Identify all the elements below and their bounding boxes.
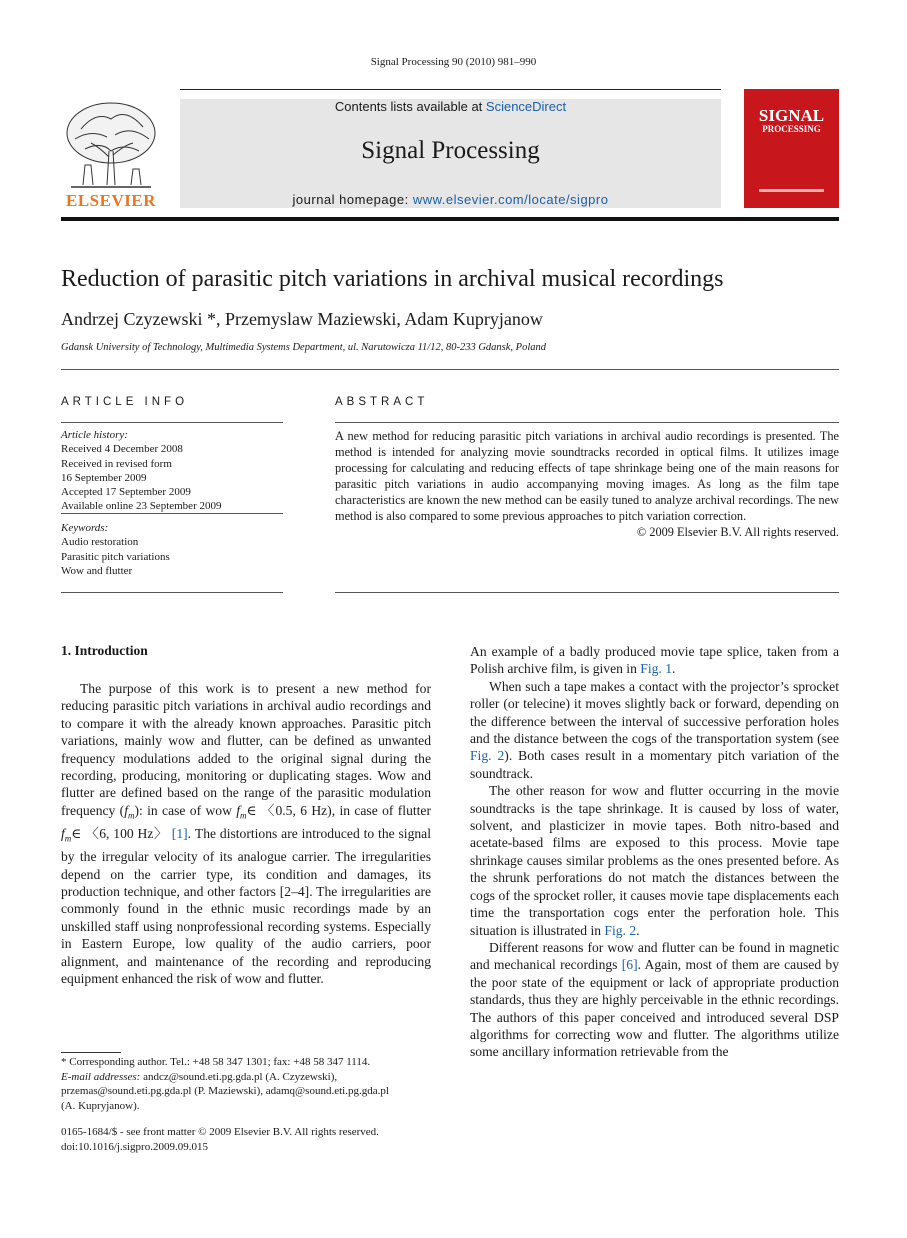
math-fm xyxy=(124,802,135,821)
math-subscript: m xyxy=(240,810,247,821)
paragraph xyxy=(470,678,839,782)
math-subscript: m xyxy=(128,810,135,821)
keywords-rule xyxy=(61,513,283,514)
paragraph-text: . xyxy=(672,661,676,677)
journal-citation: Signal Processing 90 (2010) 981–990 xyxy=(370,56,537,68)
paragraph-text: ): in case of wow xyxy=(134,802,237,818)
keyword: Wow and flutter xyxy=(61,564,133,577)
article-authors: Andrzej Czyzewski *, Przemyslaw Maziewski, Adam Kupryjanow xyxy=(61,309,543,329)
paragraph-text: . xyxy=(636,922,640,938)
keywords-label: Keywords: xyxy=(61,522,109,534)
paragraph-text: The other reason for wow and flutter occurring in the movie soundtracks is the tape shrinkage. It is caused by loss of water, solvent, and plasticizer in movie tapes. Both nitro-based and acetate-based films are exposed to this process. Movie tape shrinkage causes similar problems as the ones presented before. As the shrunk perforations do not match the distances between the cogs of the sprocket roller, it causes movie tape displacements each time the transportation cogs enter the perforation hole. This situation is illustrated in xyxy=(470,783,839,938)
doi-line[interactable]: doi:10.1016/j.sigpro.2009.09.015 xyxy=(61,1140,208,1153)
header-bottom-rule xyxy=(61,217,839,221)
contents-line xyxy=(180,99,721,114)
reference-link[interactable]: [1] xyxy=(171,825,188,841)
math-symbol: f xyxy=(124,802,128,818)
keyword: Parasitic pitch variations xyxy=(61,550,170,563)
keyword: Audio restoration xyxy=(61,536,139,549)
paragraph xyxy=(61,680,431,987)
abstract-rule xyxy=(335,422,839,423)
journal-title: Signal Processing xyxy=(361,137,540,164)
homepage-link[interactable]: www.elsevier.com/locate/sigpro xyxy=(412,192,609,207)
cover-title-2: PROCESSING xyxy=(762,124,821,134)
cover-title-1: SIGNAL xyxy=(758,106,825,125)
elsevier-wordmark: ELSEVIER xyxy=(66,191,156,210)
history-line: 16 September 2009 xyxy=(61,471,147,484)
journal-banner xyxy=(180,99,721,208)
paragraph-text: Different reasons for wow and flutter can be found in magnetic and mechanical recordings xyxy=(470,939,839,973)
history-line: Received in revised form xyxy=(61,457,172,470)
email-line: (A. Kupryjanow). xyxy=(61,1099,140,1112)
article-info-bottom-rule xyxy=(61,592,283,593)
cover-decoration xyxy=(759,189,824,192)
header-top-rule xyxy=(180,89,721,90)
footnote-corresponding: * Corresponding author. Tel.: +48 58 347 1301; fax: +48 58 347 1114. xyxy=(61,1056,371,1068)
footnote-emails xyxy=(61,1070,431,1085)
title-rule xyxy=(61,369,839,370)
homepage-prefix: journal homepage: xyxy=(292,192,413,207)
journal-cover[interactable] xyxy=(744,89,839,208)
sciencedirect-link[interactable]: ScienceDirect xyxy=(485,99,567,114)
history-line: Accepted 17 September 2009 xyxy=(61,486,191,499)
article-affiliation: Gdansk University of Technology, Multimedia Systems Department, ul. Narutowicza 11/12, 80-233 Gdansk, Poland xyxy=(61,342,546,353)
paragraph-text: . Again, most of them are caused by the poor state of the equipment or lack of appropriate production standards, thus they are highly perceivable in the ethnic recordings. The authors of this paper conceived and introduced several DSP algorithms for correcting wow and flutter. The algorithms utilize some ancillary information retrievable from the xyxy=(470,957,839,1060)
math-subscript: m xyxy=(64,833,72,844)
tree-icon xyxy=(61,99,161,191)
abstract-heading: ABSTRACT xyxy=(335,396,429,408)
abstract-bottom-rule xyxy=(335,592,839,593)
paragraph-text: ). Both cases result in a momentary pitch variation of the soundtrack. xyxy=(470,748,840,781)
paragraph-text: When such a tape makes a contact with the projector’s sprocket roller (or telecine) it moves slightly back or forward, depending on the difference between the interval of successive perforation holes and the distance between the cogs of the transportation system (see xyxy=(470,678,839,747)
email-line: andcz@sound.eti.pg.gda.pl (A. Czyzewski), xyxy=(140,1070,338,1083)
math-fm xyxy=(61,825,72,844)
figure-link[interactable]: Fig. 2 xyxy=(604,922,637,938)
section-heading: 1. Introduction xyxy=(61,643,148,658)
footnote xyxy=(61,1055,431,1113)
abstract-copyright: © 2009 Elsevier B.V. All rights reserved. xyxy=(636,525,839,539)
history-line: Received 4 December 2008 xyxy=(61,443,183,456)
paragraph xyxy=(470,939,839,1061)
reference-link[interactable]: [6] xyxy=(621,957,638,973)
right-column xyxy=(470,643,839,1061)
math-fm xyxy=(236,802,247,821)
article-info-rule xyxy=(61,422,283,423)
keywords xyxy=(61,521,283,578)
footnote-rule xyxy=(61,1052,121,1053)
flutter-range: ∈ 〈6, 100 Hz〉 xyxy=(71,825,168,841)
contents-prefix: Contents lists available at xyxy=(334,99,486,114)
wow-range: ∈ 〈0.5, 6 Hz), xyxy=(246,802,336,818)
math-symbol: f xyxy=(236,802,241,818)
email-label: E-mail addresses: xyxy=(61,1070,141,1083)
elsevier-logo[interactable] xyxy=(61,99,161,209)
left-column xyxy=(61,680,431,987)
history-label: Article history: xyxy=(61,429,128,441)
abstract-body xyxy=(335,428,839,540)
paragraph-text: An example of a badly produced movie tape splice, taken from a Polish archive film, is given in xyxy=(470,644,839,677)
math-symbol: f xyxy=(61,825,65,841)
email-line: przemas@sound.eti.pg.gda.pl (P. Maziewski), adamq@sound.eti.pg.gda.pl xyxy=(61,1085,389,1097)
figure-link[interactable]: Fig. 1 xyxy=(640,661,673,677)
paragraph-text: in case of flutter xyxy=(335,802,431,818)
article-info-heading: ARTICLE INFO xyxy=(61,396,189,408)
figure-link[interactable]: Fig. 2 xyxy=(470,748,505,764)
issn-line: 0165-1684/$ - see front matter © 2009 Elsevier B.V. All rights reserved. xyxy=(61,1126,379,1138)
article-title: Reduction of parasitic pitch variations in archival musical recordings xyxy=(61,266,724,292)
history-line: Available online 23 September 2009 xyxy=(61,500,222,513)
abstract-text: A new method for reducing parasitic pitch variations in archival audio recordings is presented. The method is intended for analyzing movie soundtracks recorded in optical films. It utilizes image processing for calculating and reducing effects of tape shrinkage being one of the main reasons for parasitic pitch variations in audio accompanying moving images. As long as the film tape characteristics are known the new method can be easily tuned to analyze archival recordings. The new method is also compared to some previous approaches to pitch variation correction. xyxy=(335,429,839,523)
front-matter xyxy=(61,1125,431,1154)
paragraph-text: The purpose of this work is to present a new method for reducing parasitic pitch variations in archival audio recordings and to compare it with the already known approaches. Parasitic pitch variations, mainly wow and flutter, can be defined as unwanted frequency modulations added to the original signal during the recording, producing, monitoring or duplicating stages. Wow and flutter are defined based on the range of the parasitic modulation frequency ( xyxy=(61,681,431,818)
article-history xyxy=(61,428,283,514)
paragraph-text: . The distortions are introduced to the signal by the irregular velocity of its analogue carrier. The irregularities depend on the carrier type, its condition and damages, its production technique, and other factors [2–4]. The irregularities are commonly found in the ethnic music recordings made by an unskilled staff using nonprofessional recording systems. Especially in Eastern Europe, low quality of the audio carriers, poor alignment, and maintenance of the recording and reproducing equipment enhanced the risk of wow and flutter. xyxy=(61,825,431,986)
paragraph xyxy=(470,643,839,678)
paragraph xyxy=(470,782,839,939)
homepage-line xyxy=(180,192,721,207)
